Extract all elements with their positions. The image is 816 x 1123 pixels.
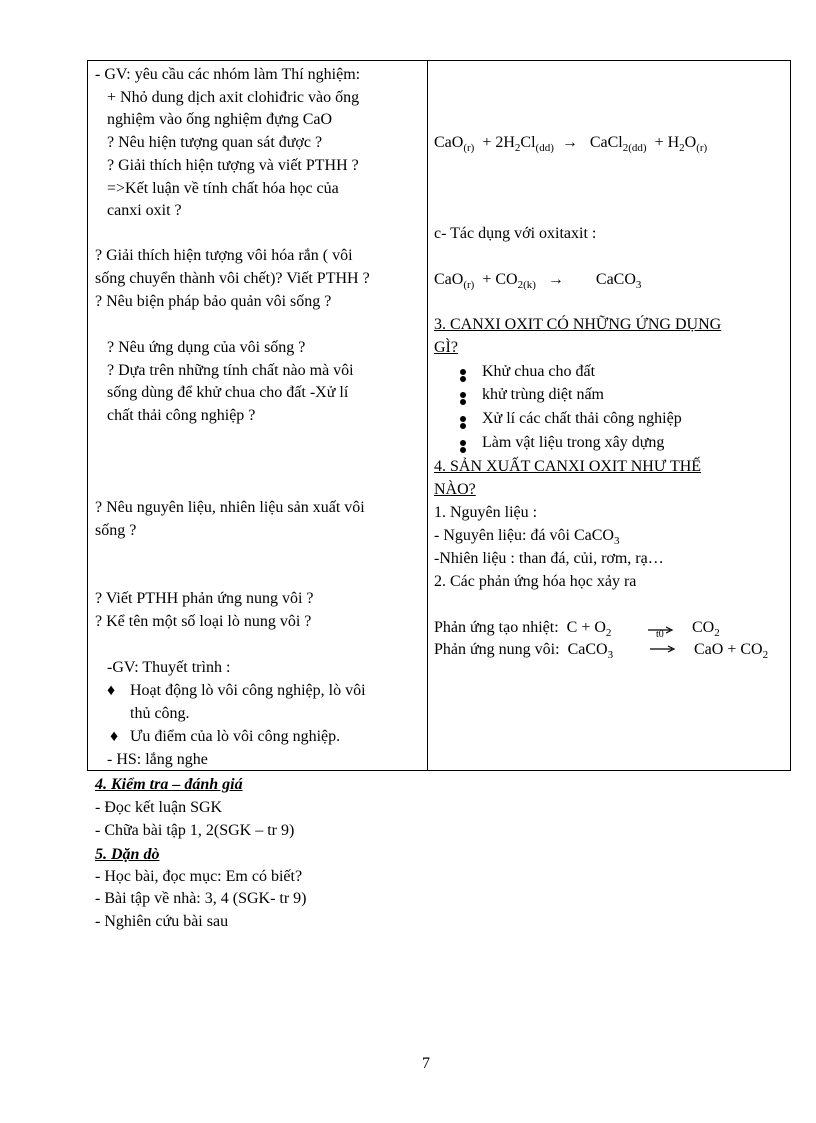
- equation-cao-co2: $CaO_{(r)} + CO_{2(k)}$ → CaCO$_3$: [434, 271, 642, 291]
- reaction-lime-product: CaO + $CO_2$: [694, 641, 769, 661]
- reaction-condition: t0: [656, 629, 664, 640]
- section-4-title: 4. Kiểm tra – đánh giá: [95, 776, 243, 793]
- use-item: Xử lí các chất thải công nghiệp: [482, 410, 682, 427]
- left-line: ? Giải thích hiện tượng vôi hóa rắn ( vôi: [95, 247, 353, 264]
- left-line: Hoạt động lò vôi công nghiệp, lò vôi: [130, 682, 366, 699]
- use-item: khử trùng diệt nấm: [482, 386, 604, 403]
- page-number: 7: [422, 1055, 430, 1072]
- left-line: =>Kết luận về tính chất hóa học của: [107, 180, 339, 197]
- bullet-dot-icon: [460, 392, 466, 398]
- use-item: Khử chua cho đất: [482, 363, 596, 380]
- section-4-heading-cont: NÀO?: [434, 481, 476, 498]
- bottom-line: - Học bài, đọc mục: Em có biết?: [95, 868, 303, 885]
- diamond-bullet-icon: ♦: [107, 682, 116, 699]
- bullet-dot-icon: [460, 416, 466, 422]
- reaction-arrow-icon: [650, 645, 676, 653]
- reaction-heat-product: $CO_2$: [692, 619, 720, 639]
- bottom-line: - Chữa bài tập 1, 2(SGK – tr 9): [95, 822, 295, 839]
- section-3-heading: 3. CANXI OXIT CÓ NHỮNG ỨNG DỤNG: [434, 316, 722, 333]
- left-line: Ưu điểm của lò vôi công nghiệp.: [130, 728, 341, 745]
- reaction-heat: Phản ứng tạo nhiệt: $C + O_2$: [434, 619, 612, 639]
- left-line: ? Viết PTHH phản ứng nung vôi ?: [95, 590, 314, 607]
- left-line: ? Giải thích hiện tượng và viết PTHH ?: [107, 157, 359, 174]
- section-c-heading: c- Tác dụng với oxitaxit :: [434, 225, 597, 242]
- left-line: - GV: yêu cầu các nhóm làm Thí nghiệm:: [95, 66, 361, 83]
- bottom-line: - Đọc kết luận SGK: [95, 799, 223, 816]
- left-line: chất thải công nghiệp ?: [107, 407, 256, 424]
- left-line: -GV: Thuyết trình :: [107, 659, 231, 676]
- left-line: canxi oxit ?: [107, 202, 182, 219]
- left-line: + Nhỏ dung dịch axit clohiđric vào ống: [107, 89, 360, 106]
- section-4-heading: 4. SẢN XUẤT CANXI OXIT NHƯ THẾ: [434, 458, 702, 475]
- section-3-heading-cont: GÌ?: [434, 339, 458, 356]
- bullet-dot-icon: [460, 369, 466, 375]
- use-item: Làm vật liệu trong xây dựng: [482, 434, 665, 451]
- left-line: ? Kể tên một số loại lò nung vôi ?: [95, 613, 312, 630]
- left-line: ? Dựa trên những tính chất nào mà vôi: [107, 362, 354, 379]
- left-line: - HS: lắng nghe: [107, 751, 208, 768]
- reaction-lime: Phản ứng nung vôi: CaCO$_3$: [434, 641, 614, 661]
- section-5-title: 5. Dặn dò: [95, 846, 160, 863]
- table-column-divider: [427, 60, 428, 771]
- left-line: ? Nêu ứng dụng của vôi sống ?: [107, 339, 306, 356]
- diamond-bullet-icon: ♦: [110, 728, 119, 745]
- left-line: sống dùng để khử chua cho đất -Xử lí: [107, 384, 349, 401]
- equation-cao-hcl: $CaO_{(r)} + 2H_2Cl_{(dd)}$ → CaCl$_{2(dd)}$ + $H_2O_{(r)}$: [434, 134, 708, 154]
- production-line: 2. Các phản ứng hóa học xảy ra: [434, 573, 637, 590]
- left-line: nghiệm vào ống nghiệm đựng CaO: [107, 111, 333, 128]
- production-line: 1. Nguyên liệu :: [434, 504, 538, 521]
- left-line: ? Nêu nguyên liệu, nhiên liệu sản xuất vôi: [95, 499, 365, 516]
- left-line: thủ công.: [130, 705, 190, 722]
- bottom-line: - Bài tập về nhà: 3, 4 (SGK- tr 9): [95, 890, 307, 907]
- left-line: sống chuyển thành vôi chết)? Viết PTHH ?: [95, 270, 370, 287]
- bullet-dot-icon: [460, 440, 466, 446]
- bottom-line: - Nghiên cứu bài sau: [95, 913, 229, 930]
- production-line: -Nhiên liệu : than đá, củi, rơm, rạ…: [434, 550, 664, 567]
- production-line: - Nguyên liệu: đá vôi CaCO$_3$: [434, 527, 620, 547]
- left-line: ? Nêu hiện tượng quan sát được ?: [107, 134, 323, 151]
- left-line: sống ?: [95, 522, 137, 539]
- left-line: ? Nêu biện pháp bảo quản vôi sống ?: [95, 293, 332, 310]
